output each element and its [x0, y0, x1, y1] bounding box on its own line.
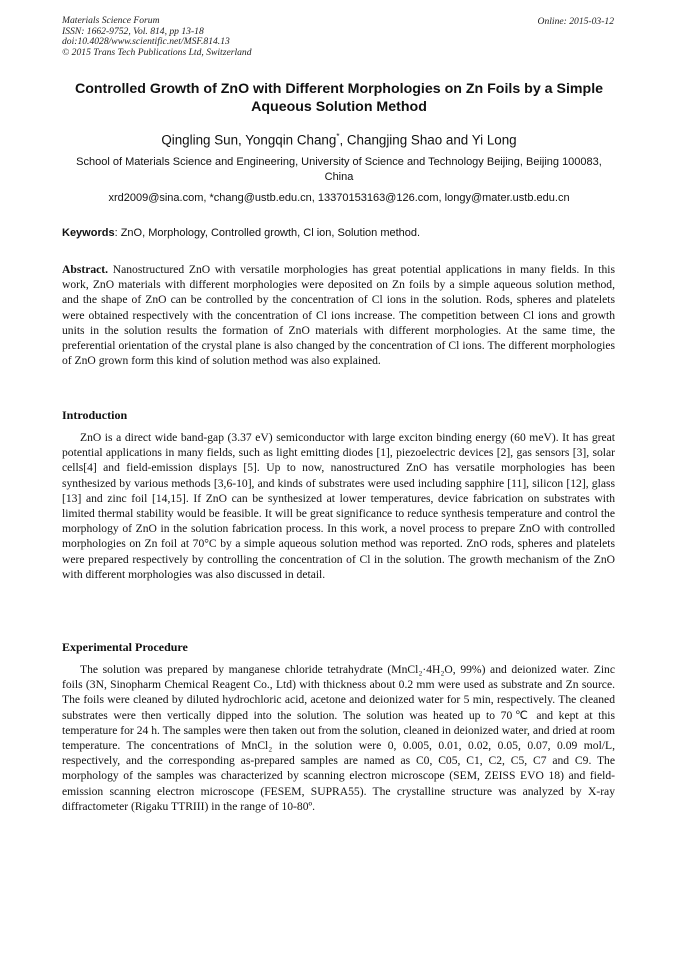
affiliation: School of Materials Science and Engineering, University of Science and Technology Beijing, Beijing 100083, China	[76, 156, 602, 183]
publication-info	[62, 16, 252, 58]
introduction-heading: Introduction	[62, 408, 128, 422]
corresponding-mark: *	[336, 132, 340, 141]
author-emails: xrd2009@sina.com, *chang@ustb.edu.cn, 13370153163@126.com, longy@mater.ustb.edu.cn	[108, 192, 570, 204]
experimental-paragraph: The solution was prepared by manganese chloride tetrahydrate (MnCl₂·4H₂O, 99%) and deionized water. Zinc foils (3N, Sinopharm Chemical Reagent Co., Ltd) with thickness about 0.2 mm were used as substrate and Zn source. The foils were cleaned by diluted hydrochloric acid, acetone and deionized water for 5 min, respectively. The cleaned substrates were then vertically dipped into the solution. The solution was heated up to 70℃ and kept at this temperature for 24 h. The samples were then taken out from the solution, cleaned in deionized water, and dried at room temperature. The concentrations of MnCl₂ in the solution were 0, 0.005, 0.01, 0.02, 0.05, 0.07, 0.09 mol/L, respectively, and the corresponding as-prepared samples are named as C0, C05, C1, C2, C5, C7 and C9. The morphology of the samples was characterized by scanning electron microscope (SEM, ZEISS EVO 18) and field-emission scanning electron microscope (FESEM, SUPRA55). The crystalline structure was analyzed by X-ray diffractometer (Rigaku TTRIII) in the range of 10-80º.	[62, 663, 615, 813]
abstract-text: Nanostructured ZnO with versatile morphologies has great potential applications in many fields. In this work, ZnO materials with different morphologies were deposited on Zn foils by a simple aqueous solution method, and the shape of ZnO can be controlled by the concentration of Cl ions in the solution. Rods, spheres and platelets were obtained respectively with the concentration of Cl ions increase. The competition between Cl ions and growth units in the solution results the formation of ZnO materials with different morphologies. At the same time, the preferential orientation of the crystal plane is also changed by the concentration of Cl ions. The different morphologies of ZnO grown form this kind of solution method was also explained.	[62, 263, 615, 368]
abstract-label: Abstract.	[62, 263, 109, 276]
issn-line: ISSN: 1662-9752, Vol. 814, pp 13-18	[62, 25, 204, 37]
journal-name: Materials Science Forum	[62, 15, 160, 26]
introduction-paragraph: ZnO is a direct wide band-gap (3.37 eV) semiconductor with large exciton binding energy (60 meV). It has great potential applications in many fields, such as light emitting diodes [1], piezoelectric devices [2], gas sensors [3], solar cells[4] and field-emission displays [5]. Up to now, nanostructured ZnO has versatile morphologies has been synthesized by various methods [3,6-10], and kinds of substrates were used including sapphire [11], silicon [12], glass [13] and zinc foil [14,15]. If ZnO can be synthesized at lower temperatures, device fabrication on substrates with limited thermal stability would be feasible. It will be great significance to reduce synthesis temperature and control the morphology of ZnO in the solution fabrication process. In this work, a novel process to prepare ZnO with controlled morphologies on Zn foil at 70°C by a simple aqueous solution method was reported. ZnO rods, spheres and platelets were prepared respectively by controlling the concentration of Cl in the solution. The growth mechanism of the ZnO with different morphologies was also discussed in detail.	[62, 431, 615, 581]
copyright-line: © 2015 Trans Tech Publications Ltd, Switzerland	[62, 46, 252, 58]
keywords	[62, 226, 616, 241]
author-list	[62, 128, 616, 149]
authors-part-2: , Changjing Shao and Yi Long	[339, 132, 517, 148]
doi-line: doi:10.4028/www.scientific.net/MSF.814.13	[62, 36, 230, 48]
authors-part-1: Qingling Sun, Yongqin Chang	[161, 132, 337, 148]
keywords-label: Keywords	[62, 227, 115, 239]
experimental-heading: Experimental Procedure	[62, 640, 188, 654]
online-date: Online: 2015-03-12	[537, 16, 614, 27]
keywords-text: : ZnO, Morphology, Controlled growth, Cl ion, Solution method.	[114, 227, 421, 239]
abstract	[62, 262, 615, 368]
paper-title: Controlled Growth of ZnO with Different Morphologies on Zn Foils by a Simple Aqueous Solution Method	[74, 81, 604, 115]
